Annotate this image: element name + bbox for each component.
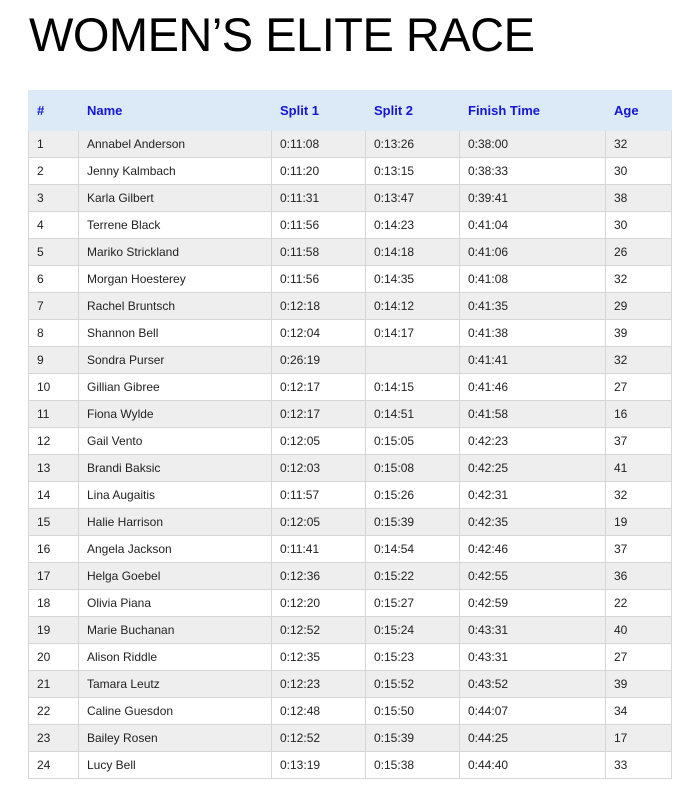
table-row bbox=[29, 347, 672, 374]
table-row bbox=[29, 563, 672, 590]
table-row bbox=[29, 617, 672, 644]
cell-split-2: 0:15:26 bbox=[366, 482, 460, 509]
cell-name: Lucy Bell bbox=[79, 752, 272, 779]
cell-split-2: 0:15:05 bbox=[366, 428, 460, 455]
cell-rank: 5 bbox=[29, 239, 79, 266]
cell-rank: 2 bbox=[29, 158, 79, 185]
cell-name: Mariko Strickland bbox=[79, 239, 272, 266]
cell-rank: 21 bbox=[29, 671, 79, 698]
cell-split-1: 0:12:17 bbox=[272, 401, 366, 428]
cell-name: Bailey Rosen bbox=[79, 725, 272, 752]
cell-finish-time: 0:41:35 bbox=[460, 293, 606, 320]
table-row bbox=[29, 536, 672, 563]
cell-age: 32 bbox=[606, 266, 672, 293]
cell-name: Annabel Anderson bbox=[79, 131, 272, 158]
cell-age: 29 bbox=[606, 293, 672, 320]
cell-finish-time: 0:44:07 bbox=[460, 698, 606, 725]
cell-age: 37 bbox=[606, 428, 672, 455]
cell-split-2: 0:14:23 bbox=[366, 212, 460, 239]
cell-finish-time: 0:42:31 bbox=[460, 482, 606, 509]
cell-name: Karla Gilbert bbox=[79, 185, 272, 212]
cell-split-2: 0:15:52 bbox=[366, 671, 460, 698]
cell-split-1: 0:11:57 bbox=[272, 482, 366, 509]
cell-split-2: 0:13:15 bbox=[366, 158, 460, 185]
cell-age: 37 bbox=[606, 536, 672, 563]
cell-rank: 15 bbox=[29, 509, 79, 536]
cell-age: 40 bbox=[606, 617, 672, 644]
table-row bbox=[29, 374, 672, 401]
cell-rank: 12 bbox=[29, 428, 79, 455]
cell-rank: 24 bbox=[29, 752, 79, 779]
cell-split-1: 0:11:56 bbox=[272, 212, 366, 239]
cell-finish-time: 0:44:25 bbox=[460, 725, 606, 752]
cell-split-1: 0:11:08 bbox=[272, 131, 366, 158]
table-row bbox=[29, 455, 672, 482]
cell-split-2 bbox=[366, 347, 460, 374]
cell-name: Olivia Piana bbox=[79, 590, 272, 617]
cell-rank: 7 bbox=[29, 293, 79, 320]
cell-split-2: 0:13:26 bbox=[366, 131, 460, 158]
table-row bbox=[29, 185, 672, 212]
table-row bbox=[29, 509, 672, 536]
cell-name: Tamara Leutz bbox=[79, 671, 272, 698]
cell-finish-time: 0:41:38 bbox=[460, 320, 606, 347]
cell-age: 33 bbox=[606, 752, 672, 779]
table-row bbox=[29, 725, 672, 752]
table-row bbox=[29, 428, 672, 455]
cell-age: 26 bbox=[606, 239, 672, 266]
cell-age: 41 bbox=[606, 455, 672, 482]
cell-finish-time: 0:42:46 bbox=[460, 536, 606, 563]
cell-age: 17 bbox=[606, 725, 672, 752]
cell-finish-time: 0:38:00 bbox=[460, 131, 606, 158]
cell-finish-time: 0:43:52 bbox=[460, 671, 606, 698]
cell-split-2: 0:14:51 bbox=[366, 401, 460, 428]
cell-age: 32 bbox=[606, 482, 672, 509]
cell-rank: 4 bbox=[29, 212, 79, 239]
cell-split-2: 0:15:38 bbox=[366, 752, 460, 779]
cell-name: Marie Buchanan bbox=[79, 617, 272, 644]
table-row bbox=[29, 212, 672, 239]
cell-rank: 16 bbox=[29, 536, 79, 563]
cell-finish-time: 0:42:23 bbox=[460, 428, 606, 455]
cell-finish-time: 0:42:59 bbox=[460, 590, 606, 617]
cell-name: Caline Guesdon bbox=[79, 698, 272, 725]
cell-name: Halie Harrison bbox=[79, 509, 272, 536]
column-header-age: Age bbox=[606, 91, 672, 131]
cell-rank: 3 bbox=[29, 185, 79, 212]
cell-split-1: 0:12:52 bbox=[272, 725, 366, 752]
cell-split-2: 0:15:23 bbox=[366, 644, 460, 671]
cell-split-1: 0:12:18 bbox=[272, 293, 366, 320]
cell-split-1: 0:11:41 bbox=[272, 536, 366, 563]
cell-split-2: 0:13:47 bbox=[366, 185, 460, 212]
cell-finish-time: 0:43:31 bbox=[460, 617, 606, 644]
cell-finish-time: 0:38:33 bbox=[460, 158, 606, 185]
cell-name: Lina Augaitis bbox=[79, 482, 272, 509]
cell-rank: 8 bbox=[29, 320, 79, 347]
cell-age: 32 bbox=[606, 347, 672, 374]
cell-split-1: 0:12:36 bbox=[272, 563, 366, 590]
cell-rank: 20 bbox=[29, 644, 79, 671]
cell-finish-time: 0:41:46 bbox=[460, 374, 606, 401]
cell-split-2: 0:14:18 bbox=[366, 239, 460, 266]
cell-split-2: 0:14:15 bbox=[366, 374, 460, 401]
cell-rank: 6 bbox=[29, 266, 79, 293]
table-row bbox=[29, 320, 672, 347]
cell-split-2: 0:15:39 bbox=[366, 509, 460, 536]
table-row bbox=[29, 293, 672, 320]
cell-rank: 14 bbox=[29, 482, 79, 509]
cell-split-1: 0:12:17 bbox=[272, 374, 366, 401]
column-header-split-2: Split 2 bbox=[366, 91, 460, 131]
cell-age: 19 bbox=[606, 509, 672, 536]
cell-name: Morgan Hoesterey bbox=[79, 266, 272, 293]
column-header-name: Name bbox=[79, 91, 272, 131]
cell-split-1: 0:13:19 bbox=[272, 752, 366, 779]
cell-split-1: 0:12:35 bbox=[272, 644, 366, 671]
cell-rank: 11 bbox=[29, 401, 79, 428]
cell-name: Rachel Bruntsch bbox=[79, 293, 272, 320]
cell-split-2: 0:14:17 bbox=[366, 320, 460, 347]
cell-name: Helga Goebel bbox=[79, 563, 272, 590]
table-row bbox=[29, 239, 672, 266]
cell-name: Alison Riddle bbox=[79, 644, 272, 671]
cell-finish-time: 0:41:06 bbox=[460, 239, 606, 266]
cell-split-2: 0:15:08 bbox=[366, 455, 460, 482]
cell-name: Shannon Bell bbox=[79, 320, 272, 347]
cell-split-1: 0:12:05 bbox=[272, 428, 366, 455]
cell-age: 34 bbox=[606, 698, 672, 725]
cell-split-1: 0:11:58 bbox=[272, 239, 366, 266]
cell-split-1: 0:11:56 bbox=[272, 266, 366, 293]
column-header-rank: # bbox=[29, 91, 79, 131]
cell-split-2: 0:15:22 bbox=[366, 563, 460, 590]
table-row bbox=[29, 401, 672, 428]
cell-split-2: 0:14:12 bbox=[366, 293, 460, 320]
cell-finish-time: 0:41:08 bbox=[460, 266, 606, 293]
cell-age: 39 bbox=[606, 320, 672, 347]
cell-rank: 10 bbox=[29, 374, 79, 401]
cell-age: 27 bbox=[606, 644, 672, 671]
cell-finish-time: 0:41:04 bbox=[460, 212, 606, 239]
cell-split-2: 0:14:54 bbox=[366, 536, 460, 563]
cell-split-2: 0:15:27 bbox=[366, 590, 460, 617]
cell-split-1: 0:11:31 bbox=[272, 185, 366, 212]
cell-rank: 1 bbox=[29, 131, 79, 158]
cell-age: 32 bbox=[606, 131, 672, 158]
cell-split-1: 0:12:04 bbox=[272, 320, 366, 347]
cell-split-1: 0:12:52 bbox=[272, 617, 366, 644]
cell-rank: 23 bbox=[29, 725, 79, 752]
cell-name: Gail Vento bbox=[79, 428, 272, 455]
cell-age: 38 bbox=[606, 185, 672, 212]
cell-finish-time: 0:42:25 bbox=[460, 455, 606, 482]
cell-rank: 13 bbox=[29, 455, 79, 482]
cell-age: 30 bbox=[606, 158, 672, 185]
cell-finish-time: 0:44:40 bbox=[460, 752, 606, 779]
table-row bbox=[29, 131, 672, 158]
cell-split-1: 0:12:48 bbox=[272, 698, 366, 725]
cell-split-1: 0:12:05 bbox=[272, 509, 366, 536]
table-row bbox=[29, 266, 672, 293]
cell-split-1: 0:26:19 bbox=[272, 347, 366, 374]
cell-finish-time: 0:39:41 bbox=[460, 185, 606, 212]
cell-split-1: 0:12:23 bbox=[272, 671, 366, 698]
table-row bbox=[29, 482, 672, 509]
cell-name: Fiona Wylde bbox=[79, 401, 272, 428]
cell-rank: 18 bbox=[29, 590, 79, 617]
cell-age: 39 bbox=[606, 671, 672, 698]
cell-finish-time: 0:41:58 bbox=[460, 401, 606, 428]
table-row bbox=[29, 590, 672, 617]
cell-finish-time: 0:43:31 bbox=[460, 644, 606, 671]
table-row bbox=[29, 752, 672, 779]
cell-age: 30 bbox=[606, 212, 672, 239]
cell-split-2: 0:15:39 bbox=[366, 725, 460, 752]
cell-finish-time: 0:42:35 bbox=[460, 509, 606, 536]
results-table bbox=[28, 90, 672, 779]
cell-name: Sondra Purser bbox=[79, 347, 272, 374]
cell-split-1: 0:11:20 bbox=[272, 158, 366, 185]
cell-split-2: 0:14:35 bbox=[366, 266, 460, 293]
cell-rank: 9 bbox=[29, 347, 79, 374]
table-row bbox=[29, 644, 672, 671]
table-row bbox=[29, 158, 672, 185]
cell-split-1: 0:12:20 bbox=[272, 590, 366, 617]
cell-age: 27 bbox=[606, 374, 672, 401]
cell-age: 22 bbox=[606, 590, 672, 617]
column-header-split-1: Split 1 bbox=[272, 91, 366, 131]
cell-name: Jenny Kalmbach bbox=[79, 158, 272, 185]
cell-age: 36 bbox=[606, 563, 672, 590]
cell-name: Gillian Gibree bbox=[79, 374, 272, 401]
cell-finish-time: 0:41:41 bbox=[460, 347, 606, 374]
cell-split-2: 0:15:50 bbox=[366, 698, 460, 725]
cell-split-1: 0:12:03 bbox=[272, 455, 366, 482]
cell-rank: 19 bbox=[29, 617, 79, 644]
cell-name: Brandi Baksic bbox=[79, 455, 272, 482]
cell-age: 16 bbox=[606, 401, 672, 428]
cell-split-2: 0:15:24 bbox=[366, 617, 460, 644]
table-row bbox=[29, 698, 672, 725]
cell-rank: 22 bbox=[29, 698, 79, 725]
table-header-row bbox=[29, 91, 672, 131]
table-row bbox=[29, 671, 672, 698]
cell-name: Terrene Black bbox=[79, 212, 272, 239]
column-header-finish-time: Finish Time bbox=[460, 91, 606, 131]
page-title: WOMEN’S ELITE RACE bbox=[29, 8, 535, 61]
cell-name: Angela Jackson bbox=[79, 536, 272, 563]
table-body bbox=[29, 131, 672, 779]
cell-rank: 17 bbox=[29, 563, 79, 590]
cell-finish-time: 0:42:55 bbox=[460, 563, 606, 590]
